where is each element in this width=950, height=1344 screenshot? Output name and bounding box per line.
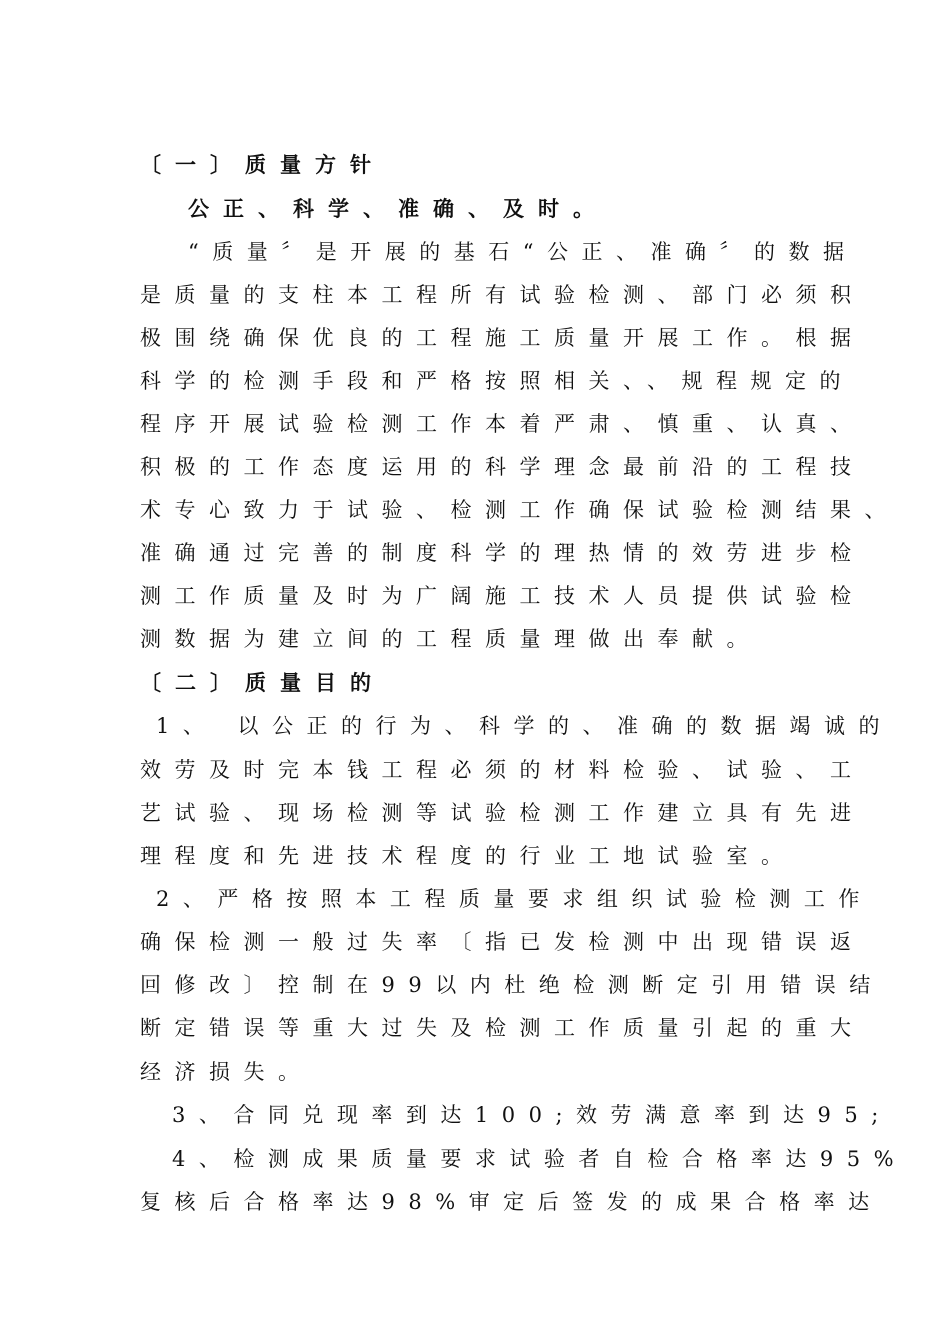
paragraph-line: 测工作质量及时为广阔施工技术人员提供试验检 xyxy=(140,584,865,608)
paragraph-line: 是质量的支柱本工程所有试验检测、部门必须积 xyxy=(140,283,865,307)
paragraph-line: 科学的检测手段和严格按照相关、、规程规定的 xyxy=(140,369,854,393)
goal-item-4-line: 4、检测成果质量要求试验者自检合格率达95% xyxy=(172,1147,908,1171)
quality-motto: 公正、科学、准确、及时。 xyxy=(188,196,608,221)
goal-item-3-line: 3、合同兑现率到达100;效劳满意率到达95; xyxy=(172,1103,892,1127)
paragraph-line: 程序开展试验检测工作本着严肃、慎重、认真、 xyxy=(140,412,865,436)
paragraph-line: 极围绕确保优良的工程施工质量开展工作。根据 xyxy=(140,326,865,350)
paragraph-line: “质量〞是开展的基石“公正、准确〞的数据 xyxy=(188,240,858,264)
section-heading-quality-goals: 〔二〕质量目的 xyxy=(140,670,385,695)
paragraph-line: 积极的工作态度运用的科学理念最前沿的工程技 xyxy=(140,455,865,479)
goal-item-1-line: 效劳及时完本钱工程必须的材料检验、试验、工 xyxy=(140,758,865,782)
goal-item-1-line: 理程度和先进技术程度的行业工地试验室。 xyxy=(140,844,796,868)
goal-item-4-line: 复核后合格率达98%审定后签发的成果合格率达 xyxy=(140,1190,883,1214)
goal-item-1-line: 艺试验、现场检测等试验检测工作建立具有先进 xyxy=(140,801,865,825)
paragraph-line: 测数据为建立间的工程质量理做出奉献。 xyxy=(140,627,761,651)
paragraph-line: 准确通过完善的制度科学的理热情的效劳进步检 xyxy=(140,541,865,565)
goal-item-2-line: 2、严格按照本工程质量要求组织试验检测工作 xyxy=(156,887,873,911)
goal-item-2-line: 确保检测一般过失率〔指已发检测中出现错误返 xyxy=(140,930,865,954)
goal-item-2-line: 断定错误等重大过失及检测工作质量引起的重大 xyxy=(140,1016,865,1040)
goal-item-2-line: 经济损失。 xyxy=(140,1060,313,1084)
section-heading-quality-policy: 〔一〕质量方针 xyxy=(140,152,385,177)
goal-item-1-line: 1、 以公正的行为、科学的、准确的数据竭诚的 xyxy=(156,714,894,738)
paragraph-line: 术专心致力于试验、检测工作确保试验检测结果、 xyxy=(140,498,899,522)
goal-item-2-line: 回修改〕控制在99以内杜绝检测断定引用错误结 xyxy=(140,973,884,997)
